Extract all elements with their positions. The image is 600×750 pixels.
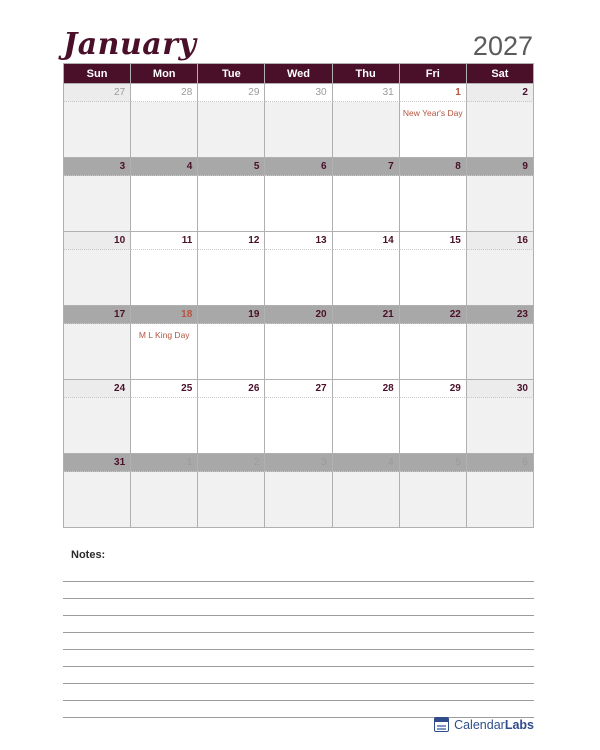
day-cell[interactable] xyxy=(198,250,265,306)
day-number-cell xyxy=(333,158,400,176)
day-number: 4 xyxy=(186,161,193,172)
day-number: 8 xyxy=(455,161,461,172)
day-cell[interactable] xyxy=(333,102,400,158)
day-event-label: New Year's Day xyxy=(402,108,463,118)
day-of-week-wed: Wed xyxy=(265,64,332,84)
day-cell[interactable] xyxy=(400,398,467,454)
day-number: 14 xyxy=(382,235,394,246)
day-cell[interactable] xyxy=(333,398,400,454)
week-body-row xyxy=(64,324,534,380)
day-of-week-mon: Mon xyxy=(131,64,198,84)
day-number-cell xyxy=(467,306,534,324)
day-number: 12 xyxy=(248,235,260,246)
day-cell[interactable] xyxy=(400,102,467,158)
day-number-cell xyxy=(198,232,265,250)
day-cell[interactable] xyxy=(467,176,534,232)
note-line[interactable] xyxy=(63,667,534,684)
note-line[interactable] xyxy=(63,565,534,582)
day-cell[interactable] xyxy=(333,324,400,380)
day-number-cell xyxy=(265,380,332,398)
day-cell[interactable] xyxy=(265,176,332,232)
day-number-cell xyxy=(333,232,400,250)
day-number-cell xyxy=(198,306,265,324)
day-of-week-fri: Fri xyxy=(400,64,467,84)
week-body-row xyxy=(64,250,534,306)
day-cell[interactable] xyxy=(131,324,198,380)
day-number: 28 xyxy=(382,383,394,394)
day-cell[interactable] xyxy=(198,176,265,232)
day-cell[interactable] xyxy=(64,250,131,306)
notes-section xyxy=(63,549,534,718)
day-number-cell xyxy=(64,158,131,176)
day-of-week-thu: Thu xyxy=(333,64,400,84)
day-number-cell xyxy=(64,454,131,472)
day-number-cell xyxy=(198,454,265,472)
day-number-cell xyxy=(198,380,265,398)
day-of-week-header-row xyxy=(64,64,534,84)
week-number-row xyxy=(64,232,534,250)
day-number-cell xyxy=(400,454,467,472)
day-number: 30 xyxy=(516,383,528,394)
notes-label: Notes: xyxy=(71,549,106,561)
day-number-cell xyxy=(467,454,534,472)
day-number: 3 xyxy=(321,457,327,468)
day-number-cell xyxy=(400,380,467,398)
day-of-week-tue: Tue xyxy=(198,64,265,84)
day-cell[interactable] xyxy=(467,102,534,158)
day-number-cell xyxy=(64,306,131,324)
week-number-row xyxy=(64,84,534,102)
day-number: 7 xyxy=(388,161,394,172)
day-number: 19 xyxy=(248,309,260,320)
day-number: 21 xyxy=(382,309,394,320)
day-cell[interactable] xyxy=(198,324,265,380)
day-number: 27 xyxy=(114,87,126,98)
note-line[interactable] xyxy=(63,684,534,701)
day-number: 1 xyxy=(455,87,461,98)
day-number-cell xyxy=(333,84,400,102)
day-cell[interactable] xyxy=(64,102,131,158)
day-number: 28 xyxy=(181,87,193,98)
day-cell[interactable] xyxy=(467,472,534,528)
day-cell[interactable] xyxy=(467,398,534,454)
day-of-week-sun: Sun xyxy=(64,64,131,84)
day-cell[interactable] xyxy=(131,176,198,232)
week-number-row xyxy=(64,158,534,176)
day-cell[interactable] xyxy=(131,398,198,454)
week-body-row xyxy=(64,176,534,232)
day-number: 20 xyxy=(315,309,327,320)
brand-second: Labs xyxy=(504,717,534,732)
day-cell[interactable] xyxy=(198,102,265,158)
day-cell[interactable] xyxy=(400,250,467,306)
day-number: 29 xyxy=(248,87,260,98)
calendar-grid xyxy=(63,63,534,528)
day-number-cell xyxy=(400,232,467,250)
brand-name xyxy=(454,718,534,732)
day-number-cell xyxy=(400,306,467,324)
day-number-cell xyxy=(265,454,332,472)
day-number: 6 xyxy=(522,457,528,468)
day-number: 31 xyxy=(114,457,126,468)
day-number-cell xyxy=(467,380,534,398)
month-title: January xyxy=(63,27,197,62)
day-cell[interactable] xyxy=(198,398,265,454)
day-cell[interactable] xyxy=(333,250,400,306)
week-number-row xyxy=(64,306,534,324)
day-number-cell xyxy=(131,84,198,102)
note-line[interactable] xyxy=(63,582,534,599)
day-number-cell xyxy=(64,380,131,398)
day-cell[interactable] xyxy=(467,250,534,306)
day-number: 3 xyxy=(119,161,126,172)
day-number-cell xyxy=(265,306,332,324)
day-number: 30 xyxy=(315,87,327,98)
footer-logo[interactable] xyxy=(434,717,534,732)
day-cell[interactable] xyxy=(265,472,332,528)
day-number: 5 xyxy=(455,457,461,468)
day-number: 18 xyxy=(181,309,193,320)
day-number-cell xyxy=(333,380,400,398)
day-number-cell xyxy=(64,84,131,102)
day-number: 25 xyxy=(181,383,193,394)
day-number-cell xyxy=(333,306,400,324)
day-number: 23 xyxy=(516,309,528,320)
day-number-cell xyxy=(198,158,265,176)
day-number: 27 xyxy=(315,383,327,394)
day-number: 16 xyxy=(516,235,528,246)
day-cell[interactable] xyxy=(131,102,198,158)
day-cell[interactable] xyxy=(400,324,467,380)
day-number: 9 xyxy=(522,161,528,172)
note-line[interactable] xyxy=(63,633,534,650)
day-number: 26 xyxy=(248,383,260,394)
day-cell[interactable] xyxy=(265,102,332,158)
day-cell[interactable] xyxy=(400,472,467,528)
day-number-cell xyxy=(131,454,198,472)
day-number: 5 xyxy=(253,161,260,172)
day-cell[interactable] xyxy=(64,176,131,232)
day-number-cell xyxy=(265,84,332,102)
day-number: 24 xyxy=(114,383,126,394)
day-number: 10 xyxy=(114,235,126,246)
day-number-cell xyxy=(265,232,332,250)
day-number: 31 xyxy=(382,87,394,98)
note-line[interactable] xyxy=(63,599,534,616)
day-number: 11 xyxy=(181,235,193,246)
day-number-cell xyxy=(400,84,467,102)
note-line[interactable] xyxy=(63,616,534,633)
day-number: 29 xyxy=(449,383,461,394)
day-number-cell xyxy=(198,84,265,102)
brand-first: Calendar xyxy=(454,717,505,732)
note-line[interactable] xyxy=(63,650,534,667)
day-number-cell xyxy=(400,158,467,176)
day-cell[interactable] xyxy=(64,324,131,380)
day-cell[interactable] xyxy=(400,176,467,232)
week-number-row xyxy=(64,454,534,472)
note-line[interactable] xyxy=(63,701,534,718)
day-number: 22 xyxy=(449,309,461,320)
day-cell[interactable] xyxy=(64,472,131,528)
day-cell[interactable] xyxy=(333,472,400,528)
day-number-cell xyxy=(467,232,534,250)
day-cell[interactable] xyxy=(265,398,332,454)
day-number: 2 xyxy=(253,457,260,468)
day-number-cell xyxy=(64,232,131,250)
day-number-cell xyxy=(265,158,332,176)
day-number: 6 xyxy=(321,161,327,172)
day-number: 4 xyxy=(388,457,394,468)
day-number-cell xyxy=(131,232,198,250)
week-body-row xyxy=(64,398,534,454)
day-cell[interactable] xyxy=(198,472,265,528)
day-number: 1 xyxy=(186,457,193,468)
day-number-cell xyxy=(333,454,400,472)
day-cell[interactable] xyxy=(467,324,534,380)
day-number-cell xyxy=(467,84,534,102)
day-of-week-sat: Sat xyxy=(467,64,534,84)
day-number: 17 xyxy=(114,309,126,320)
week-number-row xyxy=(64,380,534,398)
day-cell[interactable] xyxy=(265,324,332,380)
day-number-cell xyxy=(131,380,198,398)
day-number: 13 xyxy=(315,235,327,246)
notes-lines[interactable] xyxy=(63,565,534,718)
page-header xyxy=(63,18,533,62)
week-body-row xyxy=(64,472,534,528)
day-cell[interactable] xyxy=(131,250,198,306)
day-number-cell xyxy=(131,158,198,176)
day-cell[interactable] xyxy=(265,250,332,306)
day-number-cell xyxy=(467,158,534,176)
day-cell[interactable] xyxy=(131,472,198,528)
day-cell[interactable] xyxy=(333,176,400,232)
day-cell[interactable] xyxy=(64,398,131,454)
week-body-row xyxy=(64,102,534,158)
day-number-cell xyxy=(131,306,198,324)
day-event-label: M L King Day xyxy=(138,330,190,340)
day-number: 15 xyxy=(449,235,461,246)
day-number: 2 xyxy=(522,87,528,98)
calendar-icon xyxy=(434,717,449,732)
year-title: 2027 xyxy=(472,31,533,61)
